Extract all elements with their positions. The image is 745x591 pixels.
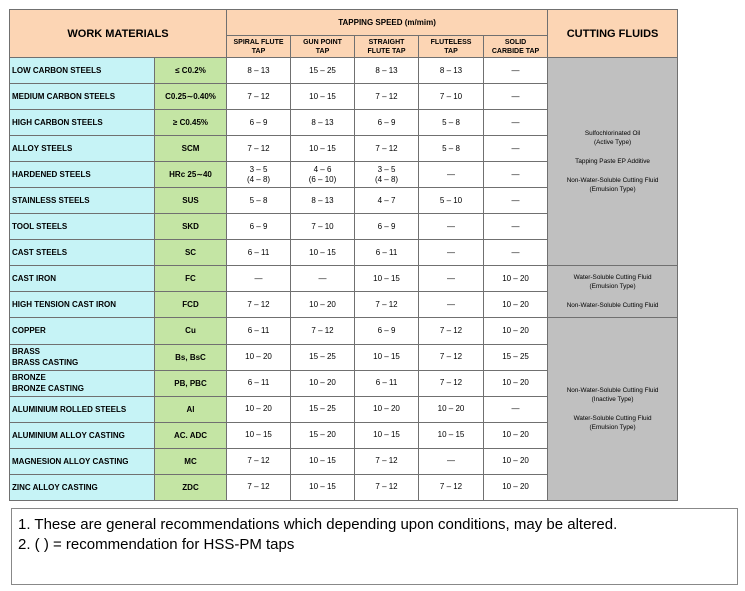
tap-type-label-line: TAP (315, 47, 330, 55)
speed-cell (227, 162, 291, 188)
speed-value: — (447, 221, 456, 231)
speed-cell (484, 266, 548, 292)
cutting-fluid-line: Water-Soluble Cutting Fluid (573, 415, 652, 423)
speed-cell (419, 84, 484, 110)
speed-cell (227, 240, 291, 266)
speed-value: 6 – 11 (247, 247, 270, 257)
speed-cell (484, 422, 548, 448)
work-material-cell (10, 318, 155, 344)
speed-cell (419, 266, 484, 292)
speed-value: 10 – 15 (373, 352, 400, 362)
table-row (10, 266, 678, 292)
speed-value: 7 – 12 (375, 456, 398, 466)
speed-value: 10 – 15 (309, 247, 336, 257)
work-material-label: MEDIUM CARBON STEELS (12, 92, 116, 102)
speed-value: 5 – 8 (249, 195, 268, 205)
tap-type-header (419, 36, 484, 58)
cutting-fluid-line: (Inactive Type) (591, 396, 634, 404)
speed-cell (291, 422, 355, 448)
speed-cell (419, 396, 484, 422)
speed-cell (419, 188, 484, 214)
speed-value: 7 – 12 (439, 378, 463, 388)
speed-cell (484, 188, 548, 214)
speed-cell (291, 292, 355, 318)
speed-cell (484, 110, 548, 136)
notes-box (11, 508, 738, 585)
material-symbol-cell: Al (155, 396, 227, 422)
work-material-cell (10, 344, 155, 370)
speed-value: 10 – 20 (309, 299, 336, 309)
work-material-label: BRASS (12, 347, 41, 357)
speed-value: 6 – 11 (247, 378, 270, 388)
speed-value: — (511, 247, 520, 257)
work-material-cell (10, 422, 155, 448)
speed-value: 10 – 20 (502, 273, 529, 283)
work-material-cell (10, 136, 155, 162)
speed-cell (419, 344, 484, 370)
speed-cell (291, 318, 355, 344)
tap-type-label-line: TAP (444, 47, 458, 55)
material-symbol-cell: AC. ADC (155, 422, 227, 448)
tap-type-label-line: GUN POINT (303, 38, 342, 46)
speed-cell (484, 448, 548, 474)
speed-cell (227, 318, 291, 344)
speed-value: 10 – 15 (437, 430, 465, 440)
speed-cell (484, 370, 548, 396)
speed-cell (355, 110, 419, 136)
material-symbol-cell: FCD (155, 292, 227, 318)
speed-cell (227, 344, 291, 370)
table-row (10, 58, 678, 84)
work-material-label: HIGH TENSION CAST IRON (12, 300, 117, 310)
cutting-fluid-line: (Active Type) (593, 139, 632, 147)
work-material-label: MAGNESION ALLOY CASTING (12, 456, 129, 466)
speed-cell (227, 266, 291, 292)
speed-value: 7 – 12 (247, 482, 270, 492)
speed-cell (484, 396, 548, 422)
speed-cell (227, 292, 291, 318)
speed-cell (484, 344, 548, 370)
speed-cell (227, 474, 291, 500)
speed-cell (419, 474, 484, 500)
speed-value: 3 – 5 (377, 164, 396, 174)
speed-value: (4 – 8) (246, 174, 271, 184)
speed-value: 7 – 12 (375, 143, 398, 153)
speed-value: 10 – 15 (309, 456, 336, 466)
tap-type-header (355, 36, 419, 58)
speed-value: — (511, 169, 520, 179)
work-material-label: BRASS CASTING (12, 358, 79, 368)
speed-cell (291, 58, 355, 84)
speed-cell (291, 396, 355, 422)
speed-cell (291, 474, 355, 500)
speed-cell (291, 162, 355, 188)
speed-value: 15 – 25 (309, 352, 336, 362)
speed-value: — (447, 169, 456, 179)
speed-cell (227, 396, 291, 422)
speed-cell (291, 344, 355, 370)
speed-cell (291, 84, 355, 110)
speed-cell (227, 422, 291, 448)
material-symbol-cell: MC (155, 448, 227, 474)
cutting-fluid-cell (548, 58, 678, 266)
work-material-cell (10, 162, 155, 188)
work-material-cell (10, 474, 155, 500)
speed-cell (291, 110, 355, 136)
cutting-fluids-header: CUTTING FLUIDS (548, 10, 678, 58)
speed-cell (355, 318, 419, 344)
speed-cell (419, 58, 484, 84)
speed-value: 8 – 13 (311, 195, 334, 205)
speed-value: 10 – 20 (502, 378, 529, 388)
speed-value: 5 – 10 (439, 195, 463, 205)
cutting-fluid-line: (Emulsion Type) (589, 424, 636, 432)
speed-cell (355, 214, 419, 240)
speed-value: 8 – 13 (311, 117, 334, 127)
speed-value: 6 – 9 (377, 117, 396, 127)
speed-cell (355, 292, 419, 318)
speed-value: 6 – 9 (377, 325, 396, 335)
tap-type-label-line: STRAIGHT (368, 38, 405, 46)
speed-cell (419, 214, 484, 240)
material-symbol-cell: C0.25∼0.40% (155, 84, 227, 110)
speed-value: 10 – 20 (245, 404, 272, 414)
speed-value: 10 – 15 (373, 273, 400, 283)
tap-type-label-line: SPIRAL FLUTE (233, 38, 284, 46)
speed-value: — (511, 195, 520, 205)
work-material-label: HIGH CARBON STEELS (12, 118, 103, 128)
tap-type-label-line: TAP (251, 47, 266, 55)
material-symbol-cell: ≥ C0.45% (155, 110, 227, 136)
cutting-fluid-cell (548, 318, 678, 501)
cutting-fluid-line: Water-Soluble Cutting Fluid (573, 274, 652, 282)
speed-value: — (511, 221, 520, 231)
speed-value: 10 – 20 (502, 456, 529, 466)
cutting-fluid-line: Non-Water-Soluble Cutting Fluid (566, 177, 659, 185)
tapping-speed-table (9, 9, 678, 501)
speed-cell (227, 84, 291, 110)
speed-value: 6 – 11 (375, 378, 398, 388)
material-symbol-cell: FC (155, 266, 227, 292)
speed-cell (355, 136, 419, 162)
work-material-cell (10, 84, 155, 110)
speed-cell (291, 448, 355, 474)
work-material-cell (10, 266, 155, 292)
speed-value: 7 – 12 (247, 456, 270, 466)
speed-cell (355, 58, 419, 84)
tap-type-label-line: CARBIDE TAP (491, 47, 540, 55)
speed-cell (291, 188, 355, 214)
note-line: 2. ( ) = recommendation for HSS-PM taps (18, 536, 295, 553)
work-materials-header: WORK MATERIALS (10, 10, 227, 58)
speed-value: 7 – 12 (439, 482, 463, 492)
speed-value: 10 – 20 (502, 482, 529, 492)
material-symbol-cell: ≤ C0.2% (155, 58, 227, 84)
speed-cell (355, 188, 419, 214)
material-symbol-cell: SC (155, 240, 227, 266)
material-symbol-cell: SKD (155, 214, 227, 240)
material-symbol-cell: HRc 25∼40 (155, 162, 227, 188)
work-material-label: CAST IRON (12, 274, 56, 284)
speed-value: — (447, 299, 456, 309)
speed-cell (484, 240, 548, 266)
speed-value: 6 – 11 (247, 325, 270, 335)
speed-value: 10 – 20 (502, 299, 529, 309)
speed-value: 7 – 12 (247, 143, 270, 153)
speed-value: 10 – 20 (373, 404, 400, 414)
speed-cell (355, 396, 419, 422)
speed-value: 7 – 12 (247, 299, 270, 309)
cutting-fluid-line: Sulfochlorinated Oil (584, 130, 641, 138)
work-material-label: ZINC ALLOY CASTING (12, 482, 98, 492)
speed-cell (227, 188, 291, 214)
speed-cell (291, 214, 355, 240)
speed-cell (419, 370, 484, 396)
speed-value: — (318, 273, 327, 283)
speed-value: 7 – 12 (439, 325, 463, 335)
speed-value: 6 – 9 (377, 221, 396, 231)
speed-cell (484, 292, 548, 318)
speed-value: 4 – 6 (313, 164, 332, 174)
speed-cell (227, 448, 291, 474)
material-symbol-cell: Cu (155, 318, 227, 344)
material-symbol-cell: Bs, BsC (155, 344, 227, 370)
speed-cell (355, 448, 419, 474)
speed-value: 7 – 12 (439, 352, 463, 362)
speed-cell (419, 162, 484, 188)
speed-value: 10 – 20 (502, 325, 529, 335)
speed-cell (355, 370, 419, 396)
cutting-fluid-line: (Emulsion Type) (589, 283, 636, 291)
speed-cell (227, 370, 291, 396)
note-line: 1. These are general recommendations which depending upon conditions, may be altered. (18, 516, 618, 533)
speed-value: 4 – 7 (377, 195, 396, 205)
work-material-cell (10, 188, 155, 214)
speed-cell (419, 240, 484, 266)
speed-value: 5 – 8 (442, 143, 460, 153)
speed-value: 7 – 12 (247, 91, 270, 101)
speed-cell (419, 448, 484, 474)
speed-value: 7 – 12 (311, 325, 334, 335)
speed-cell (227, 136, 291, 162)
speed-cell (227, 110, 291, 136)
cutting-fluid-spacer (548, 404, 677, 414)
work-material-label: STAINLESS STEELS (12, 196, 90, 206)
work-material-label: COPPER (12, 326, 46, 336)
speed-cell (355, 240, 419, 266)
speed-cell (291, 266, 355, 292)
speed-cell (355, 162, 419, 188)
work-material-label: TOOL STEELS (12, 222, 68, 232)
speed-value: — (511, 65, 520, 75)
speed-value: 15 – 20 (309, 430, 336, 440)
tap-type-header (291, 36, 355, 58)
speed-value: 6 – 11 (375, 247, 398, 257)
tap-type-header (227, 36, 291, 58)
speed-value: 10 – 20 (309, 378, 336, 388)
speed-cell (484, 214, 548, 240)
speed-cell (484, 136, 548, 162)
speed-value: — (447, 456, 456, 466)
speed-value: 7 – 10 (439, 91, 463, 101)
work-material-label: BRONZE (12, 373, 46, 383)
work-material-cell (10, 110, 155, 136)
work-material-label: HARDENED STEELS (12, 170, 91, 180)
speed-value: — (447, 247, 456, 257)
speed-value: 7 – 12 (375, 482, 398, 492)
speed-value: 6 – 9 (249, 221, 268, 231)
cutting-fluid-spacer (548, 291, 677, 301)
speed-value: — (447, 273, 456, 283)
speed-value: 10 – 15 (309, 143, 336, 153)
speed-cell (419, 422, 484, 448)
cutting-fluid-spacer (548, 166, 677, 176)
speed-value: (6 – 10) (308, 174, 337, 184)
speed-value: 5 – 8 (442, 117, 460, 127)
speed-value: 7 – 12 (375, 299, 398, 309)
speed-cell (484, 318, 548, 344)
speed-value: 10 – 15 (373, 430, 400, 440)
speed-value: 8 – 13 (439, 65, 463, 75)
speed-cell (355, 266, 419, 292)
work-material-label: BRONZE CASTING (12, 384, 84, 394)
speed-value: — (511, 404, 520, 414)
speed-value: 10 – 15 (245, 430, 272, 440)
work-material-label: LOW CARBON STEELS (12, 66, 102, 76)
speed-value: (4 – 8) (374, 174, 399, 184)
speed-cell (355, 474, 419, 500)
speed-value: — (511, 117, 520, 127)
speed-value: 10 – 20 (245, 352, 272, 362)
speed-cell (419, 136, 484, 162)
speed-cell (227, 58, 291, 84)
speed-value: 15 – 25 (309, 404, 336, 414)
work-material-label: CAST STEELS (12, 248, 68, 258)
cutting-fluid-line: Non-Water-Soluble Cutting Fluid (566, 387, 659, 395)
material-symbol-cell: SCM (155, 136, 227, 162)
work-material-cell (10, 58, 155, 84)
material-symbol-cell: ZDC (155, 474, 227, 500)
speed-value: 15 – 25 (309, 65, 336, 75)
speed-cell (484, 162, 548, 188)
work-material-cell (10, 448, 155, 474)
tap-type-label-line: FLUTE TAP (367, 47, 406, 55)
table-body (10, 58, 678, 501)
speed-cell (484, 84, 548, 110)
speed-cell (291, 240, 355, 266)
speed-cell (419, 318, 484, 344)
speed-value: 6 – 9 (249, 117, 268, 127)
speed-value: — (511, 143, 520, 153)
tap-type-label-line: FLUTELESS (430, 38, 472, 46)
tapping-speed-header: TAPPING SPEED (m/mim) (227, 10, 548, 36)
speed-cell (291, 136, 355, 162)
speed-cell (419, 110, 484, 136)
work-material-label: ALUMINIUM ROLLED STEELS (12, 404, 127, 414)
speed-value: 7 – 12 (375, 91, 398, 101)
speed-value: 10 – 20 (437, 404, 465, 414)
speed-cell (484, 474, 548, 500)
cutting-fluid-spacer (548, 147, 677, 157)
cutting-fluid-line: Tapping Paste EP Additive (575, 158, 650, 166)
work-material-cell (10, 240, 155, 266)
speed-cell (355, 344, 419, 370)
speed-value: 8 – 13 (247, 65, 270, 75)
tap-type-label-line: SOLID (504, 38, 527, 46)
speed-value: 10 – 15 (309, 482, 336, 492)
material-symbol-cell: PB, PBC (155, 370, 227, 396)
table-row (10, 318, 678, 344)
cutting-fluid-line: Non-Water-Soluble Cutting Fluid (566, 302, 659, 310)
material-symbol-cell: SUS (155, 188, 227, 214)
work-material-cell (10, 396, 155, 422)
speed-value: — (254, 273, 263, 283)
tap-type-header (484, 36, 548, 58)
speed-value: 3 – 5 (249, 164, 268, 174)
speed-value: 10 – 15 (309, 91, 336, 101)
work-material-cell (10, 214, 155, 240)
speed-cell (484, 58, 548, 84)
speed-value: — (511, 91, 520, 101)
speed-cell (419, 292, 484, 318)
cutting-fluid-line: (Emulsion Type) (589, 186, 636, 194)
speed-cell (227, 214, 291, 240)
speed-cell (355, 422, 419, 448)
speed-value: 8 – 13 (375, 65, 398, 75)
cutting-fluid-cell (548, 266, 678, 318)
work-material-cell (10, 370, 155, 396)
work-material-label: ALLOY STEELS (12, 144, 73, 154)
speed-cell (355, 84, 419, 110)
work-material-cell (10, 292, 155, 318)
work-material-label: ALUMINIUM ALLOY CASTING (12, 430, 125, 440)
speed-value: 10 – 20 (502, 430, 529, 440)
speed-value: 15 – 25 (502, 352, 529, 362)
speed-value: 7 – 10 (311, 221, 334, 231)
speed-cell (291, 370, 355, 396)
